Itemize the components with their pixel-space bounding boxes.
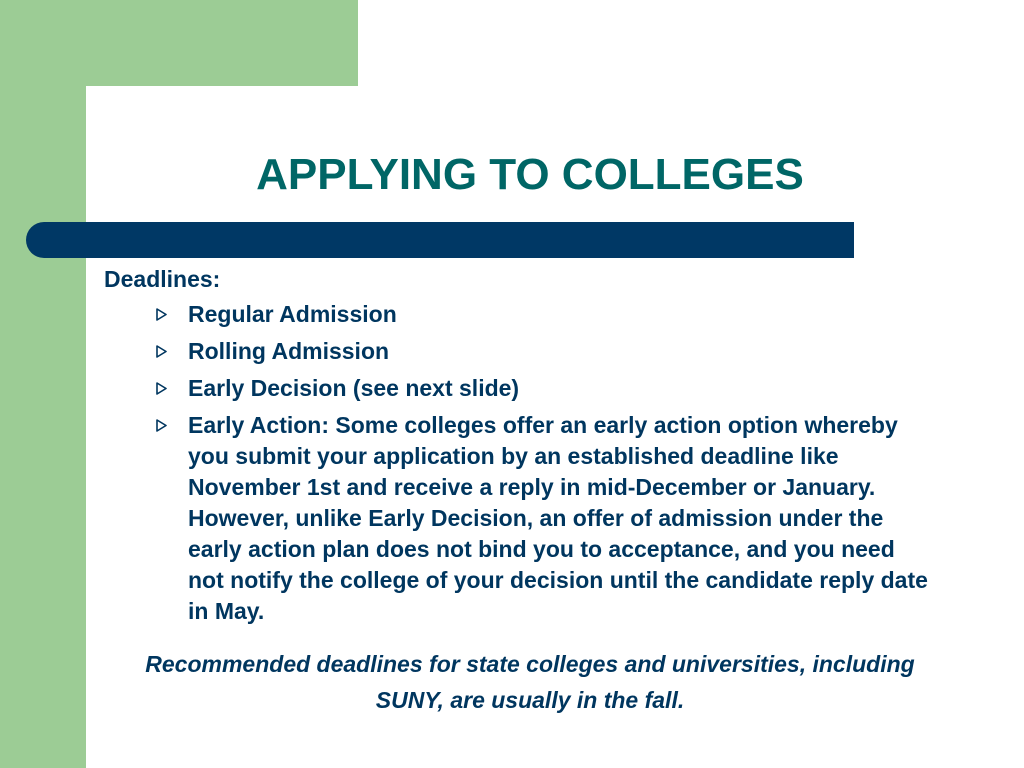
arrow-bullet-icon: [155, 345, 168, 358]
arrow-bullet-icon: [155, 419, 168, 432]
bullet-text: Early Decision (see next slide): [188, 375, 520, 401]
arrow-bullet-icon: [155, 308, 168, 321]
bullet-text: Early Action: Some colleges offer an early action option whereby you submit your application by an established deadline like November 1st and receive a reply in mid-December or January. However, unlike Early Decision, an offer of admission under the early action plan does not bind you to acceptance, and you need not notify the college of your decision until the candidate reply date in May.: [188, 412, 928, 624]
green-side-strip: [0, 0, 86, 768]
bullet-text: Regular Admission: [188, 301, 397, 327]
green-top-block: [0, 0, 358, 86]
bullet-text: Rolling Admission: [188, 338, 390, 364]
section-heading: Deadlines:: [104, 266, 221, 292]
footer-note: Recommended deadlines for state colleges and universities, including SUNY, are usually in the fall.: [145, 651, 915, 713]
bullet-item-early-action: [155, 410, 928, 627]
bullet-item-regular-admission: [155, 299, 935, 330]
bullet-item-rolling-admission: [155, 336, 935, 367]
slide-title: APPLYING TO COLLEGES: [256, 150, 804, 199]
bullet-item-early-decision: [155, 373, 935, 404]
bullet-list: [155, 299, 935, 633]
arrow-bullet-icon: [155, 382, 168, 395]
title-underline-bar: [26, 222, 854, 258]
